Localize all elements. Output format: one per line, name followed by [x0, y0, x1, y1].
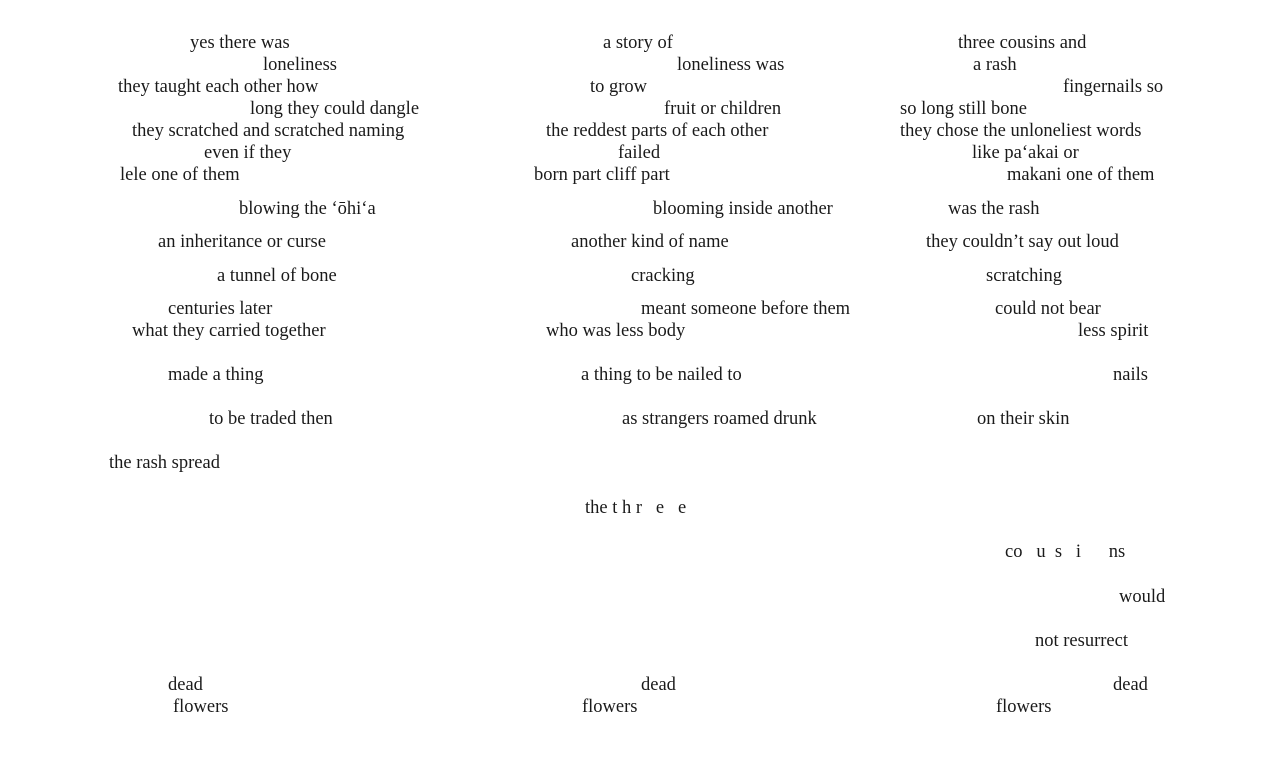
poem-line: long they could dangle [250, 99, 420, 119]
poem-line: a story of [603, 33, 673, 53]
poem-line: would [1119, 587, 1166, 607]
poem-line: scratching [986, 266, 1063, 286]
poem-line: fingernails so [1063, 77, 1164, 97]
poem-line: so long still bone [900, 99, 1027, 119]
poem-line: to be traded then [209, 409, 333, 429]
poem-line: they scratched and scratched naming [132, 121, 405, 141]
poem-line: meant someone before them [641, 299, 851, 319]
poem-line: nails [1113, 365, 1148, 385]
poem-line: lele one of them [120, 165, 240, 185]
poem-line: another kind of name [571, 232, 729, 252]
poem-line: as strangers roamed drunk [622, 409, 817, 429]
poem-line: the t h r e e [585, 498, 687, 518]
poem-line: cracking [631, 266, 695, 286]
poem-line: blowing the ʻōhiʻa [239, 199, 376, 219]
poem-line: flowers [996, 697, 1052, 717]
poem-line: who was less body [546, 321, 686, 341]
poem-line: they taught each other how [118, 77, 319, 97]
poem-line: could not bear [995, 299, 1101, 319]
poem-line: was the rash [948, 199, 1040, 219]
poem-line: centuries later [168, 299, 273, 319]
poem-line: dead [1113, 675, 1148, 695]
poem-line: loneliness was [677, 55, 785, 75]
poem-line: an inheritance or curse [158, 232, 326, 252]
poem-line: born part cliff part [534, 165, 670, 185]
poem-line: loneliness [263, 55, 337, 75]
poem-line: a tunnel of bone [217, 266, 337, 286]
poem-line: fruit or children [664, 99, 782, 119]
poem-line: flowers [582, 697, 638, 717]
poem-line: flowers [173, 697, 229, 717]
poem-line: dead [168, 675, 203, 695]
poem-line: they chose the unloneliest words [900, 121, 1142, 141]
poem-line: makani one of them [1007, 165, 1155, 185]
poem-line: co u s i ns [1005, 542, 1126, 562]
poem-line: less spirit [1078, 321, 1149, 341]
poem-line: failed [618, 143, 661, 163]
poem-line: the rash spread [109, 453, 220, 473]
poem-line: blooming inside another [653, 199, 833, 219]
poem-line: to grow [590, 77, 648, 97]
poem-line: on their skin [977, 409, 1070, 429]
poem-line: a thing to be nailed to [581, 365, 742, 385]
poem-line: three cousins and [958, 33, 1087, 53]
poem-line: they couldn’t say out loud [926, 232, 1119, 252]
poem-line: made a thing [168, 365, 264, 385]
poem-line: yes there was [190, 33, 290, 53]
poem-line: the reddest parts of each other [546, 121, 769, 141]
poem-line: a rash [973, 55, 1017, 75]
poem-line: even if they [204, 143, 292, 163]
poem-line: what they carried together [132, 321, 326, 341]
poem-line: not resurrect [1035, 631, 1128, 651]
poem-line: like paʻakai or [972, 143, 1079, 163]
poem-line: dead [641, 675, 676, 695]
